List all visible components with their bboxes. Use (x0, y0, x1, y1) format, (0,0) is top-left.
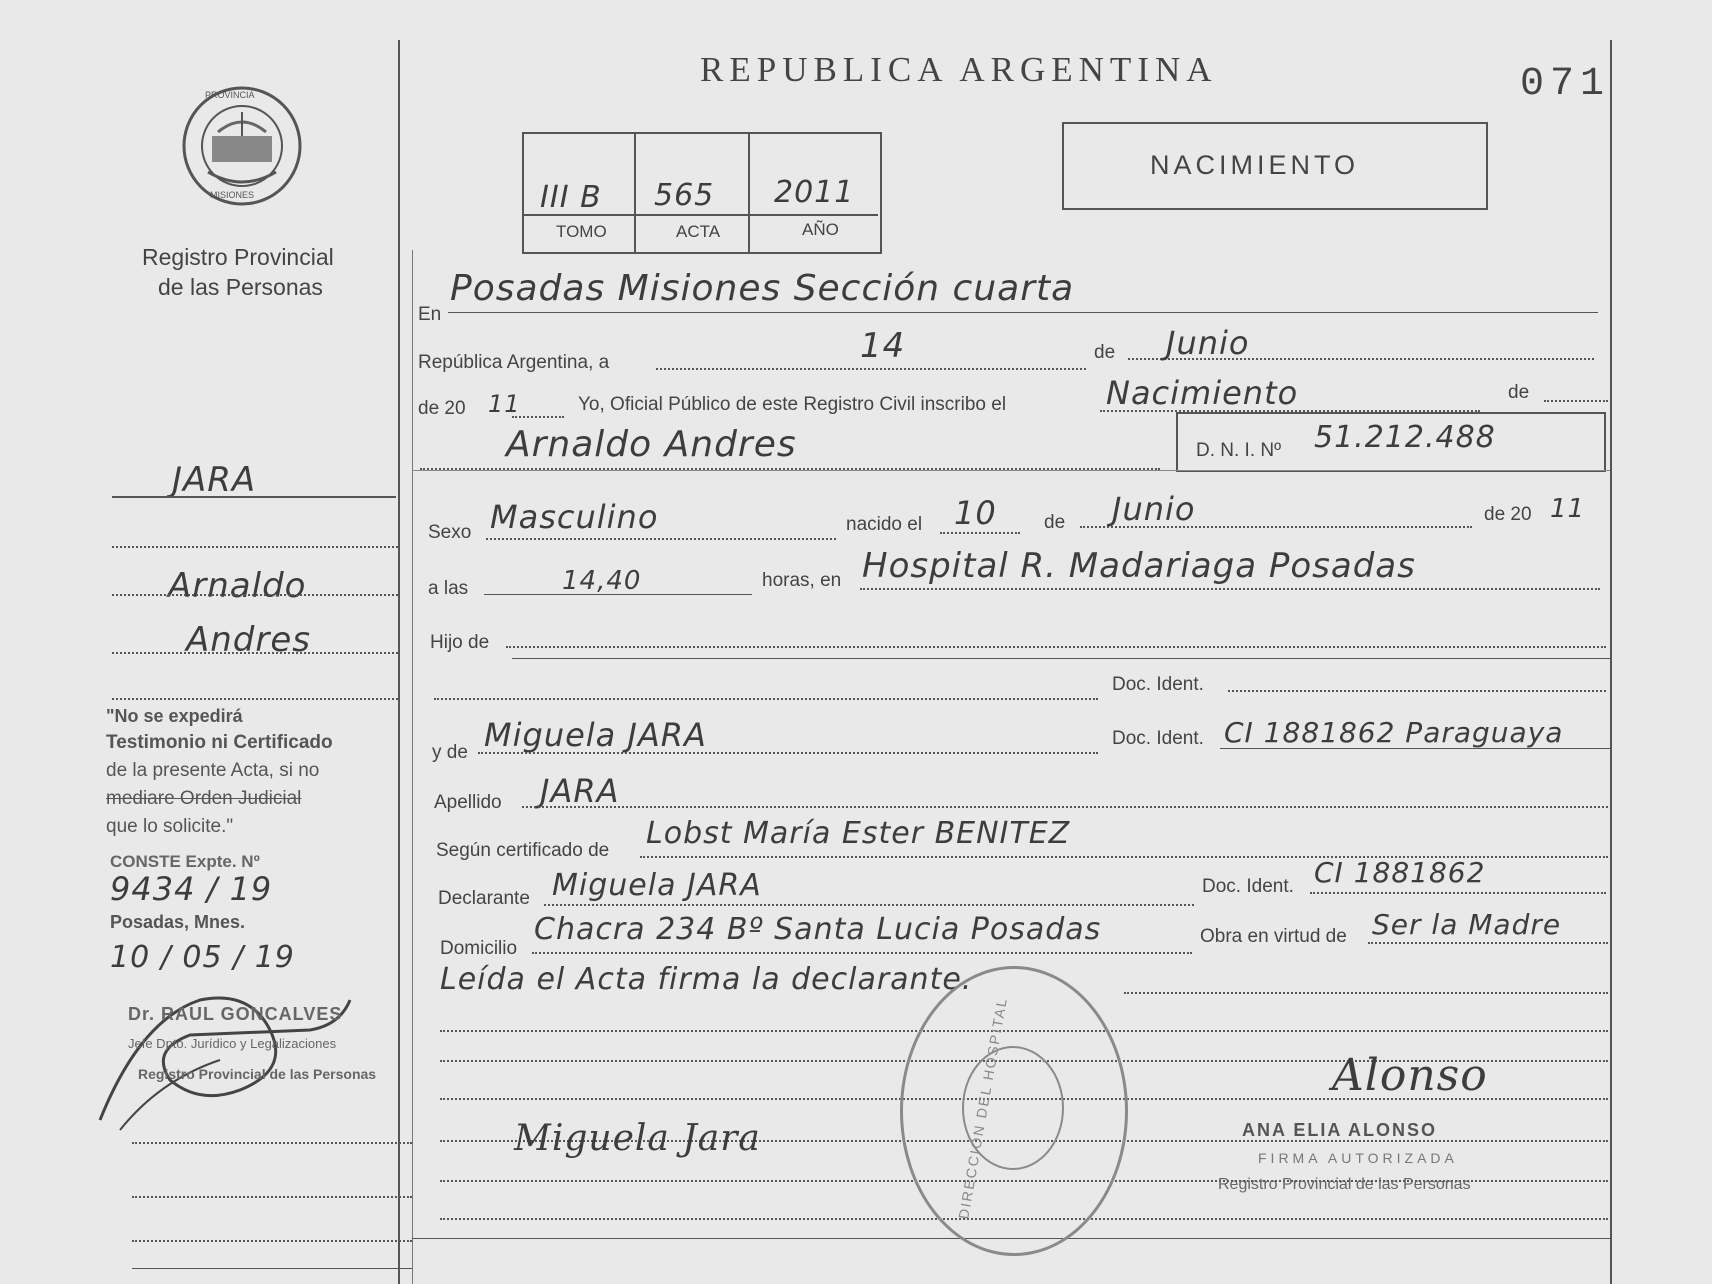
volume-divider-1 (634, 132, 636, 252)
mother-name: Miguela JARA (484, 716, 707, 754)
stamp-text: DIRECCION DEL HOSPITAL (955, 995, 1011, 1221)
notice-line-1: "No se expedirá (106, 706, 243, 726)
country-title: REPUBLICA ARGENTINA (700, 50, 1218, 89)
y-de-label: y de (432, 742, 468, 763)
acta-value: 565 (654, 178, 715, 213)
form-left-rule (412, 250, 413, 1284)
acta-label: ACTA (676, 222, 721, 241)
sexo-line (486, 538, 836, 540)
horas-label: horas, en (762, 570, 842, 591)
left-column-divider (398, 40, 400, 1284)
certificado-value: Lobst María Ester BENITEZ (646, 816, 1071, 851)
de-line (1544, 400, 1608, 402)
margin-blank-line (112, 546, 398, 548)
notice-line-2: Testimonio ni Certificado (106, 732, 333, 753)
de-label-2: de (1508, 382, 1530, 403)
birth-month-line (1080, 526, 1472, 528)
de-label-1: de (1094, 342, 1116, 363)
certificado-label: Según certificado de (436, 840, 610, 861)
birth-place: Hospital R. Madariaga Posadas (862, 546, 1416, 586)
apellido-label: Apellido (434, 792, 502, 813)
page-number: 071 (1520, 62, 1611, 107)
margin-blank-line-3 (132, 1142, 412, 1144)
notice-line-4: mediare Orden Judicial (106, 788, 302, 809)
margin-official-name: Dr. RAUL GONCALVES (128, 1004, 343, 1024)
doc-ident-label-1: Doc. Ident. (1112, 674, 1204, 695)
margin-blank-line-2 (112, 698, 398, 700)
obra-label: Obra en virtud de (1200, 926, 1347, 947)
margin-name1-line (112, 594, 398, 596)
section-rule-1 (412, 470, 1610, 471)
year-dots (512, 416, 564, 418)
note-line: Leída el Acta firma la declarante. (440, 962, 973, 997)
mother-name-line (478, 752, 1098, 754)
doc-ident-label-2: Doc. Ident. (1112, 728, 1204, 749)
month-value: Junio (1166, 324, 1250, 362)
volume-divider-2 (748, 132, 750, 252)
anio-label: AÑO (802, 220, 839, 239)
full-name-value: Arnaldo Andres (506, 424, 797, 465)
margin-name2: Andres (186, 620, 311, 660)
day-value: 14 (860, 326, 906, 366)
declarante-label: Declarante (438, 888, 530, 909)
conste-date: 10 / 05 / 19 (110, 940, 295, 975)
birth-day: 10 (954, 494, 997, 532)
dni-value: 51.212.488 (1314, 420, 1496, 455)
birth-day-line (940, 532, 1020, 534)
declarante-value: Miguela JARA (552, 868, 762, 903)
registry-name-line2: de las Personas (158, 274, 323, 300)
mother-doc-line (1220, 748, 1610, 749)
de-20-label-2: de 20 (1484, 504, 1532, 525)
declarante-doc: CI 1881862 (1314, 856, 1486, 889)
birth-place-line (860, 588, 1600, 590)
margin-blank-line-5 (132, 1240, 412, 1242)
hijo-rule (512, 658, 1610, 659)
note-dots (1124, 992, 1608, 994)
margin-blank-line-4 (132, 1196, 412, 1198)
acto-value: Nacimiento (1106, 374, 1299, 412)
a-las-label: a las (428, 578, 469, 599)
margin-official-role: Jefe Dpto. Jurídico y Legalizaciones (128, 1036, 337, 1051)
tomo-label: TOMO (556, 222, 607, 241)
place-value: Posadas Misiones Sección cuarta (450, 268, 1075, 309)
notice-line-3: de la presente Acta, si no (106, 760, 320, 781)
conste-line: CONSTE Expte. Nº (110, 852, 260, 871)
place-line (448, 312, 1598, 313)
margin-name1: Arnaldo (168, 566, 307, 606)
conste-number: 9434 / 19 (110, 870, 273, 908)
obra-line (1368, 942, 1608, 944)
official-org: Registro Provincial de las Personas (1218, 1176, 1471, 1193)
day-line (656, 368, 1086, 370)
margin-surname-line (112, 496, 396, 498)
margin-name2-line (112, 652, 398, 654)
conste-place: Posadas, Mnes. (110, 912, 246, 932)
father-doc-value-line (1228, 690, 1606, 692)
oficial-text: Yo, Oficial Público de este Registro Civil inscribo el (578, 394, 1007, 415)
seal-text-bottom: MISIONES (210, 190, 255, 200)
anio-value: 2011 (774, 175, 855, 210)
domicilio-label: Domicilio (440, 938, 518, 959)
apellido-line (522, 806, 1608, 808)
domicilio-line (532, 952, 1192, 954)
birth-month: Junio (1112, 490, 1196, 528)
hijo-line (506, 646, 1606, 648)
birth-time-line (484, 594, 752, 595)
sexo-label: Sexo (428, 522, 472, 543)
right-border (1610, 40, 1612, 1284)
de-label-3: de (1044, 512, 1066, 533)
obra-value: Ser la Madre (1372, 908, 1562, 941)
de-20-label: de 20 (418, 398, 466, 419)
tomo-value: III B (540, 180, 602, 215)
apellido-value: JARA (540, 772, 620, 810)
birth-year-suffix: 11 (1550, 494, 1586, 524)
en-label: En (418, 304, 442, 325)
hijo-label: Hijo de (430, 632, 490, 653)
sexo-value: Masculino (490, 498, 659, 536)
nacido-label: nacido el (846, 514, 923, 535)
doc-ident-label-3: Doc. Ident. (1202, 876, 1294, 897)
declarante-doc-line (1310, 892, 1606, 894)
declarante-signature: Miguela Jara (514, 1118, 761, 1159)
official-title: FIRMA AUTORIZADA (1258, 1150, 1458, 1166)
year-suffix: 11 (488, 390, 521, 418)
official-name: ANA ELIA ALONSO (1242, 1120, 1437, 1140)
notice-line-5: que lo solicite." (106, 816, 234, 837)
official-signature: Alonso (1332, 1050, 1488, 1101)
seal-text-top: PROVINCIA (205, 90, 255, 100)
republica-label: República Argentina, a (418, 352, 610, 373)
record-type: NACIMIENTO (1150, 150, 1360, 180)
margin-bottom-rule (132, 1268, 412, 1269)
margin-surname: JARA (172, 460, 257, 500)
mother-doc: CI 1881862 Paraguaya (1224, 716, 1564, 749)
registry-name-line1: Registro Provincial (142, 244, 334, 270)
declarante-line (544, 904, 1194, 906)
domicilio-value: Chacra 234 Bº Santa Lucia Posadas (534, 912, 1102, 947)
margin-official-org: Registro Provincial de las Personas (138, 1066, 377, 1082)
father-doc-line (434, 698, 1098, 700)
dni-label: D. N. I. Nº (1196, 440, 1282, 461)
birth-time: 14,40 (562, 566, 642, 596)
